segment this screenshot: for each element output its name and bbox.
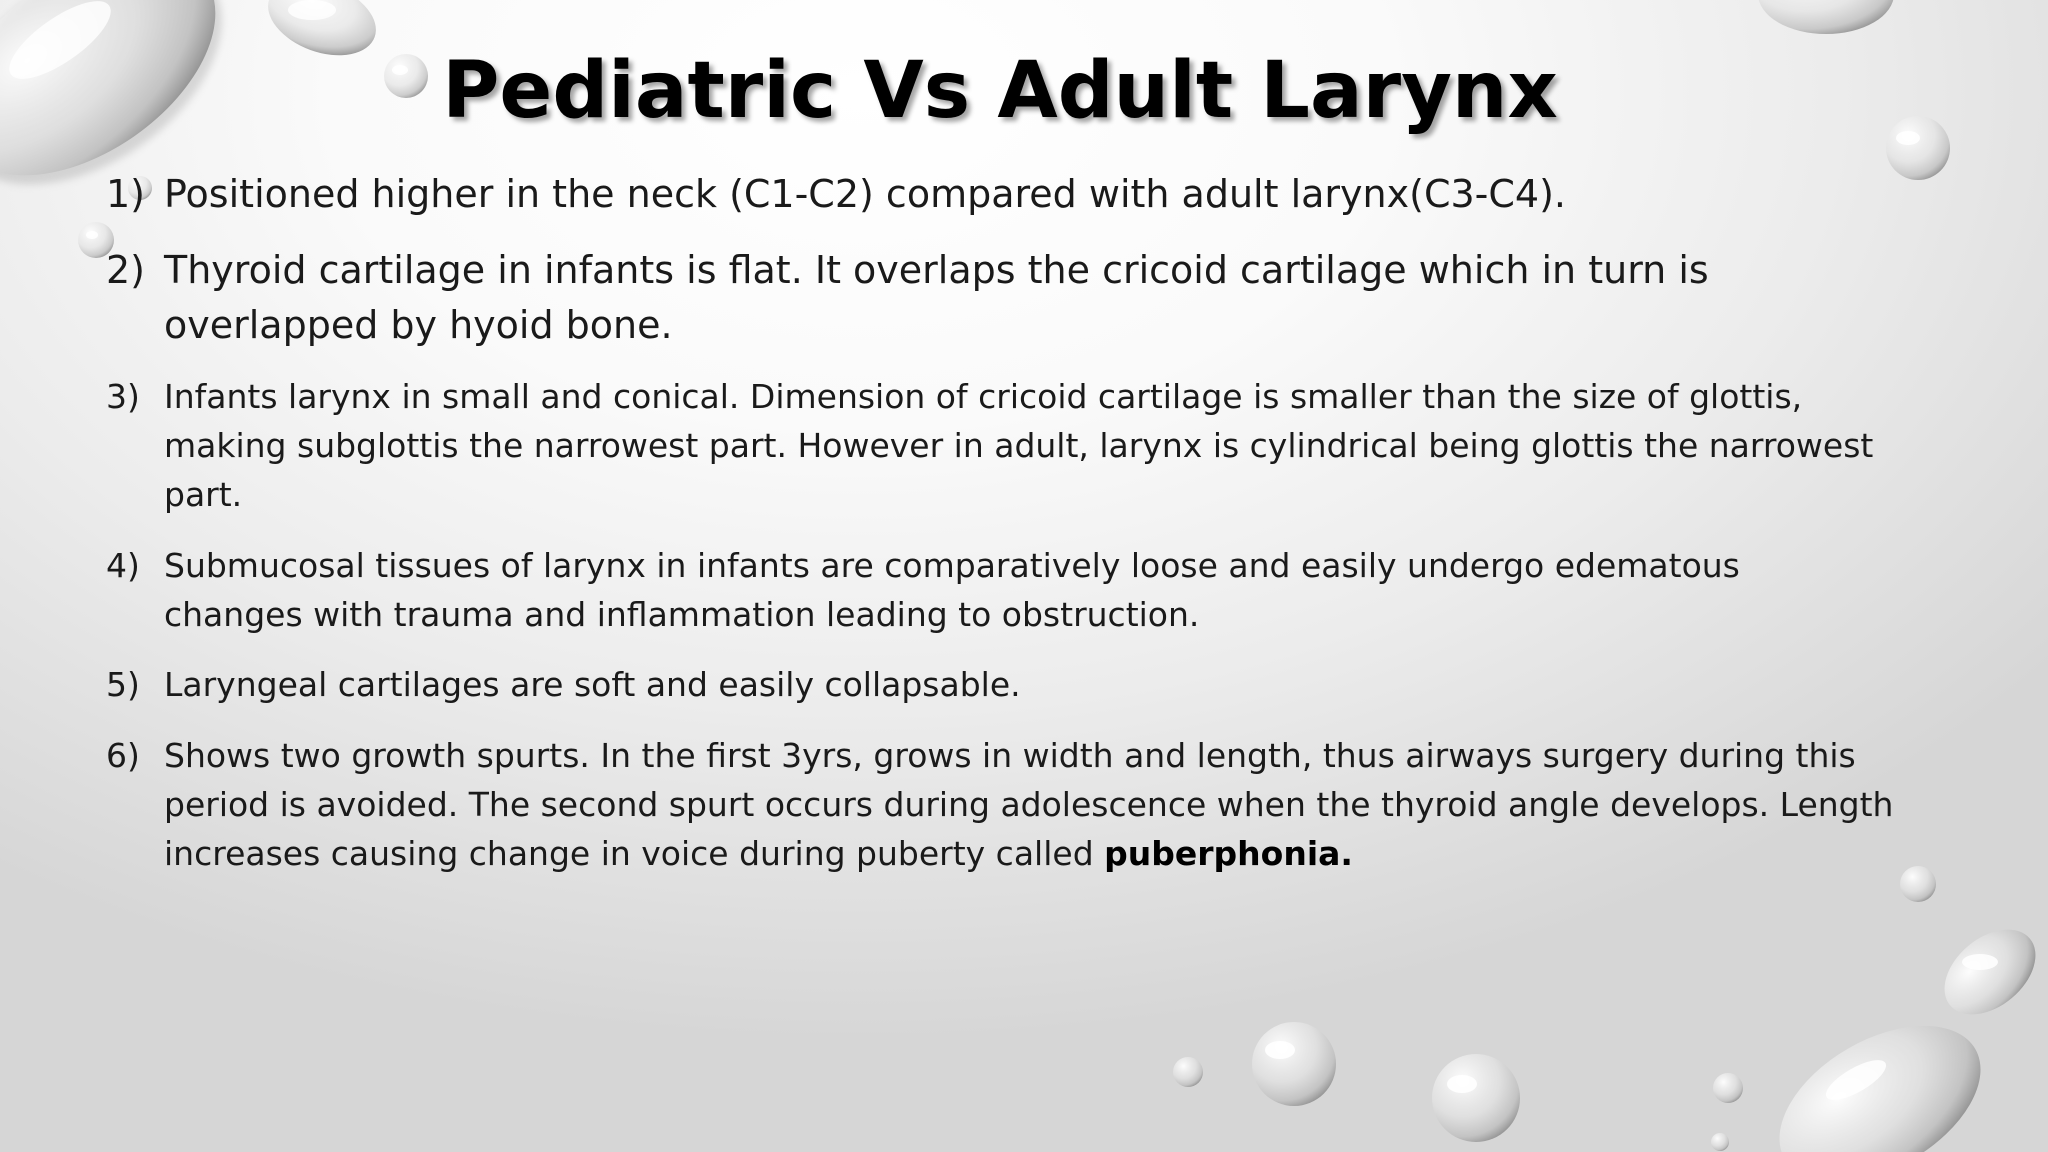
item-number: 5): [106, 665, 140, 704]
item-text: Laryngeal cartilages are soft and easily collapsable.: [164, 665, 1021, 704]
water-drop: [1758, 0, 1894, 34]
item-number: 2): [106, 248, 146, 292]
item-number: 4): [106, 546, 140, 585]
water-drop: [1753, 994, 2008, 1152]
water-drop: [1432, 1054, 1520, 1142]
item-text-emphasis: puberphonia.: [1104, 834, 1353, 873]
item-text-body: Shows two growth spurts. In the first 3yrs, grows in width and length, thus airways surgery during this period is avoided. The second spurt occurs during adolescence when the thyroid angle develops. Length increases causing change in voice during puberty called: [164, 736, 1894, 873]
water-drop: [1252, 1022, 1336, 1106]
item-text: [164, 731, 1924, 878]
item-number: 3): [106, 377, 140, 416]
item-text: Submucosal tissues of larynx in infants are comparatively loose and easily undergo edematous changes with trauma and inflammation leading to obstruction.: [164, 546, 1740, 634]
water-drop: [1711, 1133, 1729, 1151]
item-text: Thyroid cartilage in infants is flat. It overlaps the cricoid cartilage which in turn is overlapped by hyoid bone.: [164, 248, 1709, 347]
slide-title: Pediatric Vs Adult Larynx: [442, 46, 1558, 136]
item-text: Infants larynx in small and conical. Dimension of cricoid cartilage is smaller than the size of glottis, making subglottis the narrowest part. However in adult, larynx is cylindrical being glottis the narrowest part.: [164, 377, 1874, 514]
item-number: 1): [106, 172, 146, 216]
water-drop: [1713, 1073, 1743, 1103]
water-drop: [1173, 1057, 1203, 1087]
item-number: 6): [106, 736, 140, 775]
water-drop: [1928, 913, 2048, 1032]
item-text: Positioned higher in the neck (C1-C2) compared with adult larynx(C3-C4).: [164, 172, 1566, 216]
